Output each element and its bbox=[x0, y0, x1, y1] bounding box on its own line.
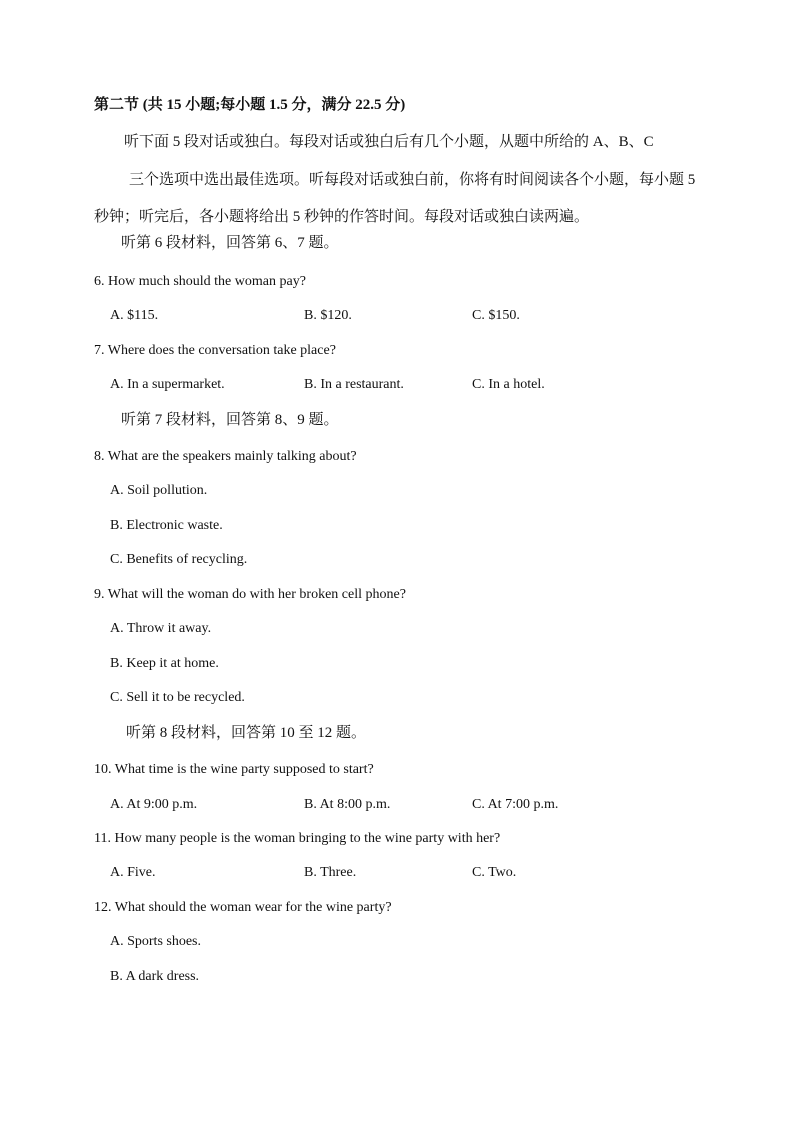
instruction-line-2: 三个选项中选出最佳选项。听每段对话或独白前，你将有时间阅读各个小题，每小题 5 bbox=[129, 172, 696, 188]
instruction-line-3: 秒钟；听完后，各小题将给出 5 秒钟的作答时间。每段对话或独白读两遍。 bbox=[94, 209, 590, 225]
question-9-option-b: B. Keep it at home. bbox=[110, 656, 219, 671]
question-9-option-c: C. Sell it to be recycled. bbox=[110, 690, 245, 705]
group-intro-6: 听第 6 段材料，回答第 6、7 题。 bbox=[121, 235, 339, 251]
question-6-stem: 6. How much should the woman pay? bbox=[94, 274, 306, 289]
question-8-option-a: A. Soil pollution. bbox=[110, 483, 208, 498]
question-6-option-c: C. $150. bbox=[472, 308, 520, 323]
question-10-stem: 10. What time is the wine party supposed to start? bbox=[94, 762, 374, 777]
question-11-option-a: A. Five. bbox=[110, 865, 156, 880]
question-11-option-b: B. Three. bbox=[304, 865, 357, 880]
question-10-option-b: B. At 8:00 p.m. bbox=[304, 797, 391, 812]
question-11-stem: 11. How many people is the woman bringing to the wine party with her? bbox=[94, 831, 501, 846]
question-12-option-a: A. Sports shoes. bbox=[110, 934, 202, 949]
question-7-option-c: C. In a hotel. bbox=[472, 377, 545, 392]
group-intro-7: 听第 7 段材料，回答第 8、9 题。 bbox=[121, 412, 339, 428]
question-7-stem: 7. Where does the conversation take place? bbox=[94, 343, 336, 358]
section-heading: 第二节 (共 15 小题;每小题 1.5 分，满分 22.5 分) bbox=[94, 97, 406, 113]
question-12-stem: 12. What should the woman wear for the wine party? bbox=[94, 900, 392, 915]
group-intro-8: 听第 8 段材料，回答第 10 至 12 题。 bbox=[126, 725, 367, 741]
question-6-option-a: A. $115. bbox=[110, 308, 159, 323]
question-9-stem: 9. What will the woman do with her broken cell phone? bbox=[94, 587, 406, 602]
question-10-option-c: C. At 7:00 p.m. bbox=[472, 797, 559, 812]
question-12-option-b: B. A dark dress. bbox=[110, 969, 200, 984]
question-6-option-b: B. $120. bbox=[304, 308, 352, 323]
question-8-option-c: C. Benefits of recycling. bbox=[110, 552, 248, 567]
instruction-line-1: 听下面 5 段对话或独白。每段对话或独白后有几个小题，从题中所给的 A、B、C bbox=[124, 134, 654, 150]
question-8-option-b: B. Electronic waste. bbox=[110, 518, 223, 533]
question-7-option-b: B. In a restaurant. bbox=[304, 377, 404, 392]
question-11-option-c: C. Two. bbox=[472, 865, 517, 880]
question-8-stem: 8. What are the speakers mainly talking about? bbox=[94, 449, 357, 464]
question-9-option-a: A. Throw it away. bbox=[110, 621, 212, 636]
question-10-option-a: A. At 9:00 p.m. bbox=[110, 797, 198, 812]
question-7-option-a: A. In a supermarket. bbox=[110, 377, 225, 392]
